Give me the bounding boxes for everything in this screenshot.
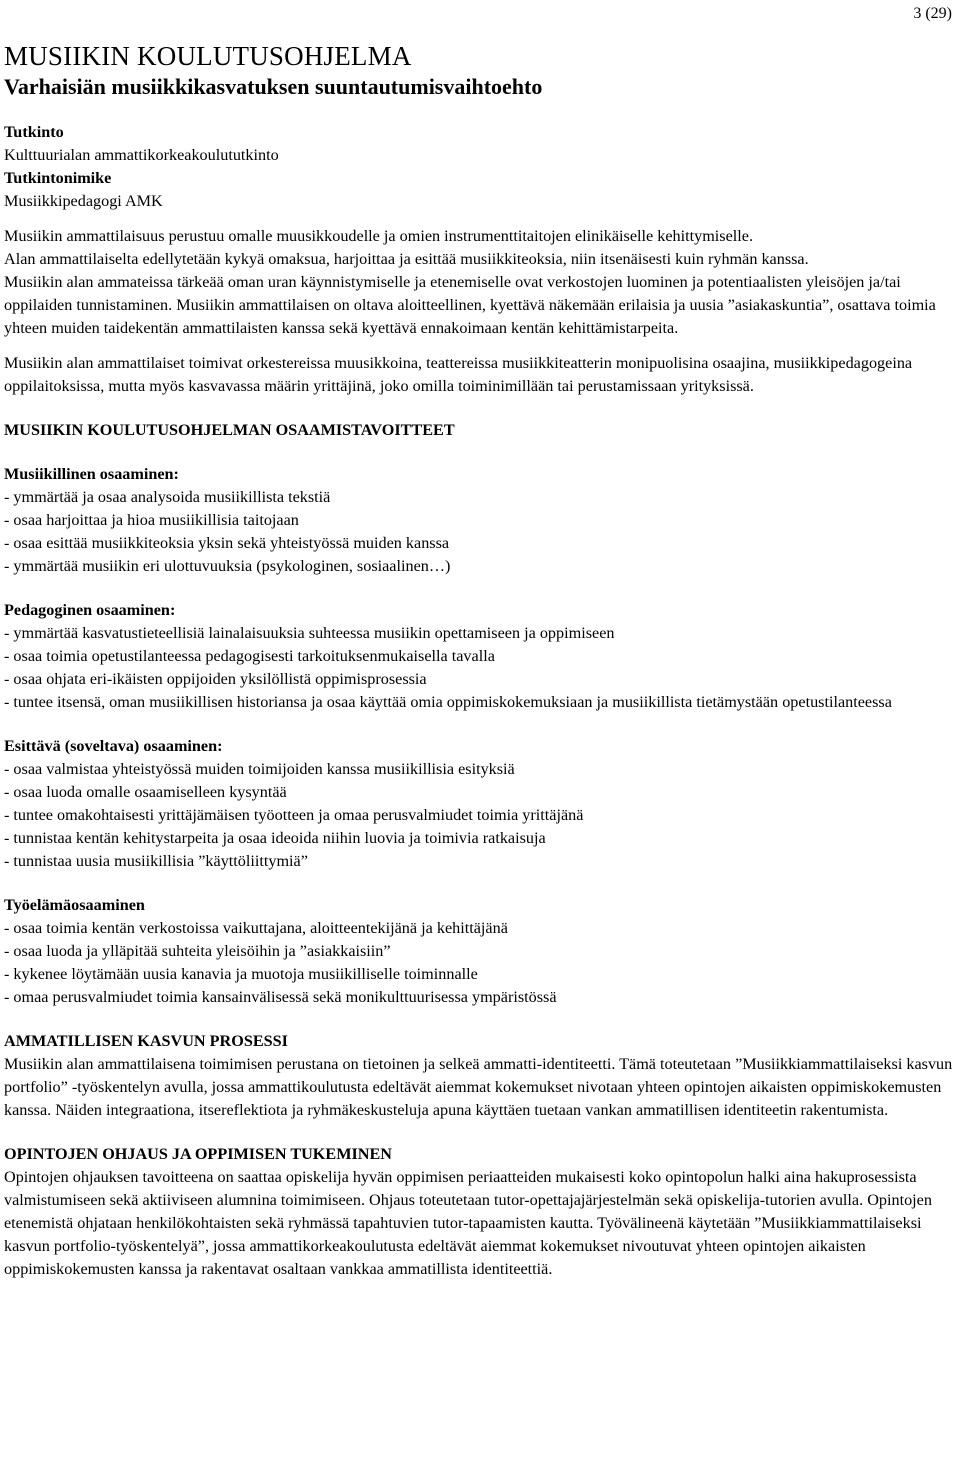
degree-value: Kulttuurialan ammattikorkeakoulututkinto bbox=[4, 146, 279, 164]
list-item: - ymmärtää ja osaa analysoida musiikillista tekstiä bbox=[4, 488, 331, 506]
goal-group-title: Musiikillinen osaaminen: bbox=[4, 465, 179, 483]
degree-title-value: Musiikkipedagogi AMK bbox=[4, 192, 163, 210]
guidance-text: Opintojen ohjauksen tavoitteena on saattaa opiskelija hyvän oppimisen periaatteiden mukaisesti koko opintopolun halki aina hakuprosessista valmistumiseen sekä aktiiviseen alumnina toimimiseen. Ohjaus toteutetaan tutor-opettajajärjestelmän sekä opiskelija-tutorien avulla. Opintojen etenemistä ohjataan henkilökohtaisten sekä ryhmässä tapahtuvien tutor-tapaamisten kautta. Työvälineenä käytetään ”Musiikkiammattilaiseksi kasvun portfolio-työskentelyä”, jossa ammattikorkeakoulutusta edeltävät aiemmat kokemukset nivoutuvat yhteen opintojen aikaisten oppimiskokemusten kanssa ja rakentavat osaltaan vankkaa ammatillista identiteettiä. bbox=[4, 1168, 932, 1278]
intro-section bbox=[4, 225, 956, 398]
list-item: - tuntee itsensä, oman musiikillisen historiansa ja osaa käyttää omia oppimiskokemuksiaan ja musiikillista tietämystään opetustilanteessa bbox=[4, 693, 892, 711]
list-item: - tuntee omakohtaisesti yrittäjämäisen työotteen ja omaa perusvalmiudet toimia yrittäjänä bbox=[4, 806, 584, 824]
list-item: - ymmärtää musiikin eri ulottuvuuksia (psykologinen, sosiaalinen…) bbox=[4, 557, 451, 575]
list-item: - osaa luoda omalle osaamiselleen kysyntää bbox=[4, 783, 287, 801]
degree-title-label: Tutkintonimike bbox=[4, 169, 112, 187]
process-text: Musiikin alan ammattilaisena toimimisen perustana on tietoinen ja selkeä ammatti-identiteetti. Tämä toteutetaan ”Musiikkiammattilaiseksi kasvun portfolio” -työskentelyn avulla, jossa ammattikoulutusta edeltävät aiemmat kokemukset nivotaan yhteen opintojen aikaisten oppimiskokemusten kanssa. Näiden integraationa, itsereflektiota ja ryhmäkeskusteluja apuna käyttäen tuetaan vankan ammatillisen identiteetin rakentumista. bbox=[4, 1055, 953, 1119]
list-item: - osaa harjoittaa ja hioa musiikillisia taitojaan bbox=[4, 511, 299, 529]
list-item: - omaa perusvalmiudet toimia kansainvälisessä sekä monikulttuurisessa ympäristössä bbox=[4, 988, 557, 1006]
goal-list bbox=[4, 917, 956, 1009]
intro-paragraph: Alan ammattilaiselta edellytetään kykyä omaksua, harjoittaa ja esittää musiikkiteoksia, niin itsenäisesti kuin ryhmän kanssa. bbox=[4, 250, 809, 268]
list-item: - osaa ohjata eri-ikäisten oppijoiden yksilöllistä oppimisprosessia bbox=[4, 670, 427, 688]
intro-paragraph: Musiikin ammattilaisuus perustuu omalle muusikkoudelle ja omien instrumenttitaitojen elinikäiselle kehittymiselle. bbox=[4, 227, 753, 245]
list-item: - tunnistaa kentän kehitystarpeita ja osaa ideoida niihin luovia ja toimivia ratkaisuja bbox=[4, 829, 546, 847]
degree-label: Tutkinto bbox=[4, 123, 64, 141]
goal-list bbox=[4, 486, 956, 578]
goal-group-pedagogical bbox=[4, 599, 956, 714]
process-heading: AMMATILLISEN KASVUN PROSESSI bbox=[4, 1032, 288, 1050]
list-item: - tunnistaa uusia musiikillisia ”käyttöliittymiä” bbox=[4, 852, 308, 870]
list-item: - ymmärtää kasvatustieteellisiä lainalaisuuksia suhteessa musiikin opettamiseen ja oppimiseen bbox=[4, 624, 615, 642]
list-item: - osaa esittää musiikkiteoksia yksin sekä yhteistyössä muiden kanssa bbox=[4, 534, 450, 552]
page-title: MUSIIKIN KOULUTUSOHJELMA bbox=[4, 41, 412, 71]
goal-group-performing bbox=[4, 735, 956, 873]
list-item: - osaa toimia kentän verkostoissa vaikuttajana, aloitteentekijänä ja kehittäjänä bbox=[4, 919, 508, 937]
goal-group-musical bbox=[4, 463, 956, 578]
degree-info bbox=[4, 121, 956, 213]
guidance-heading: OPINTOJEN OHJAUS JA OPPIMISEN TUKEMINEN bbox=[4, 1145, 392, 1163]
goal-group-title: Esittävä (soveltava) osaaminen: bbox=[4, 737, 223, 755]
list-item: - kykenee löytämään uusia kanavia ja muotoja musiikilliselle toiminnalle bbox=[4, 965, 478, 983]
page-subtitle: Varhaisiän musiikkikasvatuksen suuntautumisvaihtoehto bbox=[4, 74, 543, 99]
page-number: 3 (29) bbox=[913, 5, 952, 22]
goal-group-title: Työelämäosaaminen bbox=[4, 896, 145, 914]
goal-group-title: Pedagoginen osaaminen: bbox=[4, 601, 176, 619]
list-item: - osaa luoda ja ylläpitää suhteita yleisöihin ja ”asiakkaisiin” bbox=[4, 942, 391, 960]
document-body bbox=[4, 40, 956, 1281]
intro-paragraph: Musiikin alan ammattilaiset toimivat orkestereissa muusikkoina, teattereissa musiikkiteatterin monipuolisina osaajina, musiikkipedagogeina oppilaitoksissa, mutta myös kasvavassa määrin yrittäjinä, joko omilla toiminimillään tai perustamissaan yrityksissä. bbox=[4, 354, 913, 395]
goal-list bbox=[4, 758, 956, 873]
list-item: - osaa toimia opetustilanteessa pedagogisesti tarkoituksenmukaisella tavalla bbox=[4, 647, 495, 665]
goal-list bbox=[4, 622, 956, 714]
intro-paragraph: Musiikin alan ammateissa tärkeää oman uran käynnistymiselle ja etenemiselle ovat verkostojen luominen ja potentiaalisten yleisöjen ja/tai oppilaiden tunnistaminen. Musiikin ammattilaisen on oltava aloitteellinen, kyettävä näkemään erilaisia ja uusia ”asiakaskuntia”, osattava toimia yhteen muiden taidekentän ammattilaisten kanssa sekä kyettävä ennakoimaan kentän kehittämistarpeita. bbox=[4, 273, 936, 337]
list-item: - osaa valmistaa yhteistyössä muiden toimijoiden kanssa musiikillisia esityksiä bbox=[4, 760, 515, 778]
process-section bbox=[4, 1030, 956, 1122]
goals-heading: MUSIIKIN KOULUTUSOHJELMAN OSAAMISTAVOITTEET bbox=[4, 421, 455, 439]
guidance-section bbox=[4, 1143, 956, 1281]
goal-group-worklife bbox=[4, 894, 956, 1009]
